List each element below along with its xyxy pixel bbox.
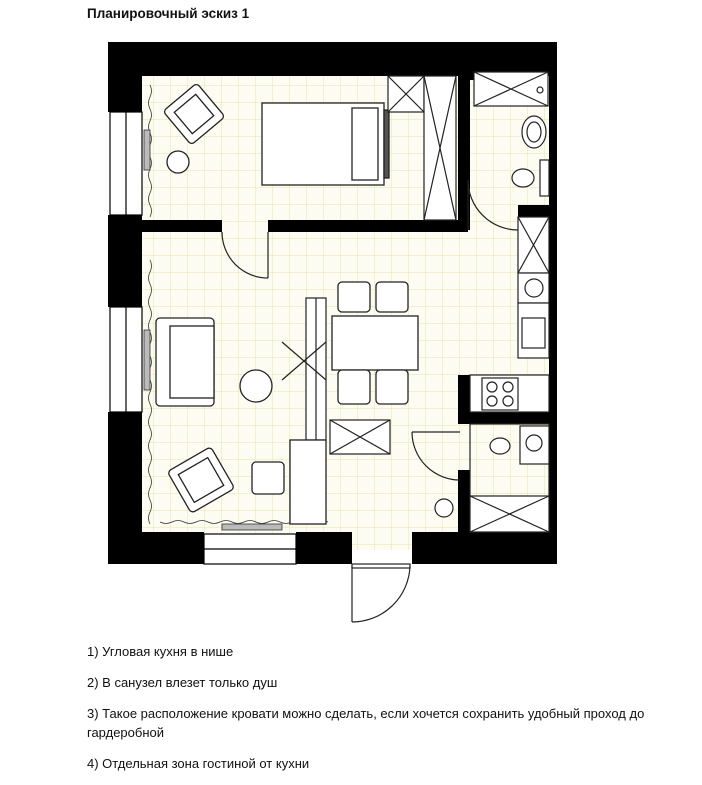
desk bbox=[290, 440, 326, 524]
sofa bbox=[156, 318, 214, 406]
notes-list bbox=[87, 642, 687, 785]
desk-chair bbox=[252, 462, 284, 494]
coffee-table bbox=[240, 370, 272, 402]
note-item: 1) Угловая кухня в нише bbox=[87, 644, 234, 659]
hall-wardrobe bbox=[330, 420, 390, 454]
plan-title: Планировочный эскиз 1 bbox=[87, 6, 250, 21]
bed bbox=[262, 103, 389, 185]
note-item: 4) Отдельная зона гостиной от кухни bbox=[87, 756, 310, 771]
side-table bbox=[167, 151, 189, 173]
note-item: 3) Такое расположение кровати можно сделать, если хочется сохранить удобный проход до гардеробной bbox=[87, 706, 645, 740]
note-item: 2) В санузел влезет только душ bbox=[87, 675, 278, 690]
